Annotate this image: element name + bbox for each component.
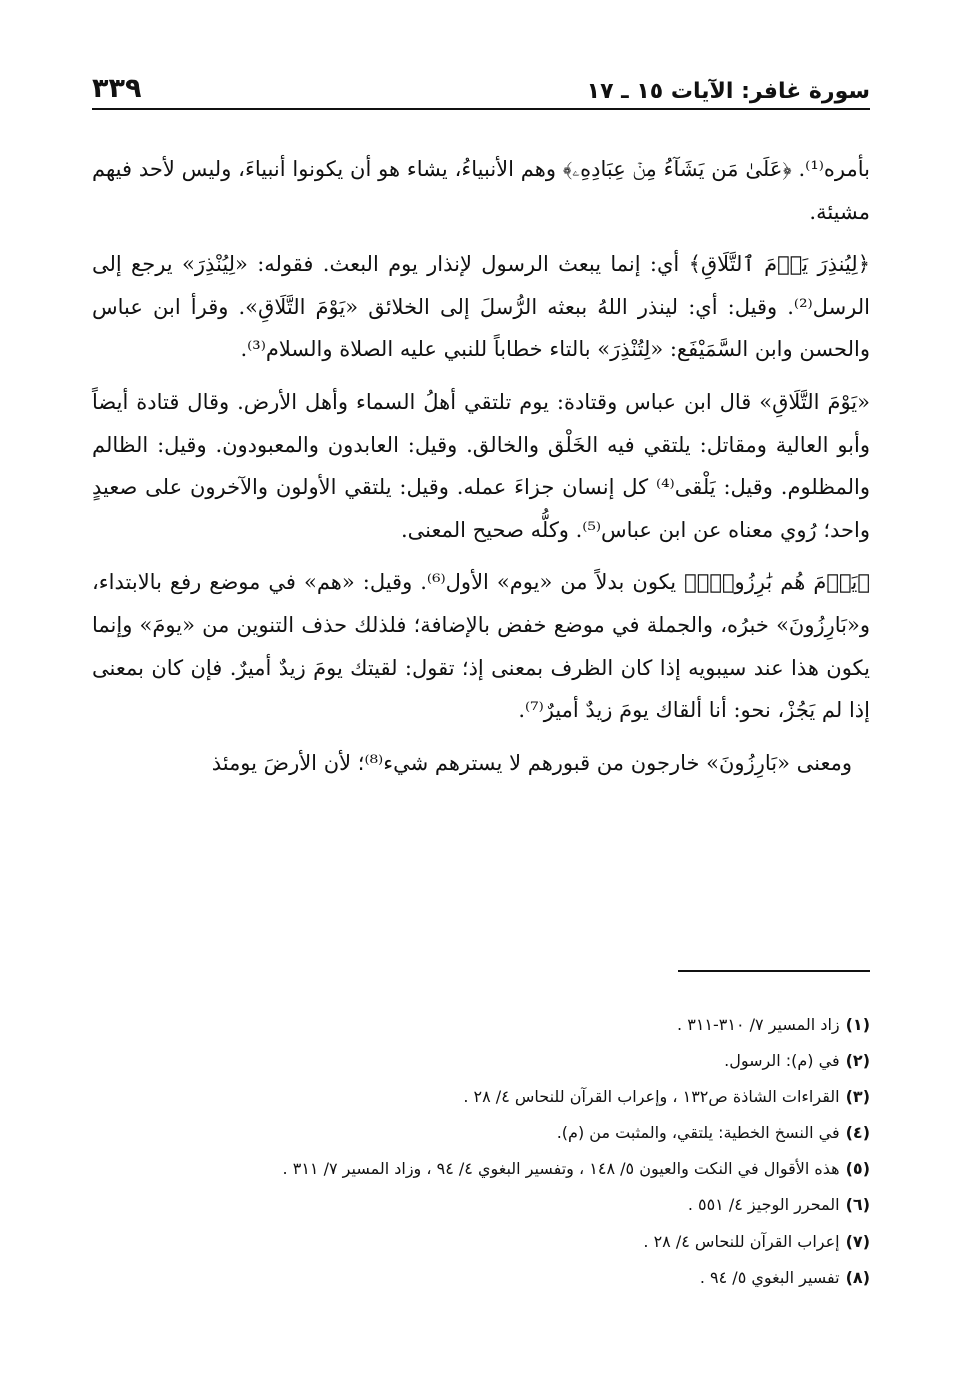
- paragraph-3: «يَوْمَ التَّلَاقِ» قال ابن عباس وقتادة: يوم تلتقي أهلُ السماء وأهل الأرض. وقال قتادة أيضاً وأبو العالية ومقاتل: يلتقي فيه الخَلْق والخالق. وقيل: العابدون والمعبودون. وقيل: الظالم والمظلوم. وقيل: يَلْقى⁽⁴⁾ كل إنسان جزاءَ عمله. وقيل: يلتقي الأولون والآخرون على صعيدٍ واحد؛ رُوي معناه عن ابن عباس⁽⁵⁾. وكلُّه صحيح المعنى.: [92, 389, 870, 542]
- footnote-2: [90, 1043, 870, 1079]
- footnotes: [90, 1007, 870, 1296]
- main-text: [92, 148, 870, 794]
- footnote-1: [90, 1007, 870, 1043]
- page-number: ٣٣٩: [92, 73, 142, 104]
- footnote-number: (١): [845, 1015, 870, 1034]
- footnote-separator: [678, 970, 870, 972]
- footnote-number: (٢): [845, 1051, 870, 1071]
- footnote-7: [90, 1224, 870, 1260]
- footnote-8: [90, 1260, 870, 1296]
- paragraph-1: بأمره⁽¹⁾. ﴿عَلَىٰ مَن يَشَآءُ مِنۡ عِبَادِهِۦ﴾ وهم الأنبياءُ، يشاء هو أن يكونوا أنبياءَ، وليس لأحد فيهم مشيئة.: [92, 157, 870, 224]
- surah-title: سورة غافر: الآيات ١٥ ـ ١٧: [586, 79, 870, 104]
- footnote-text: زاد المسير ٧/ ٣١٠-٣١١ .: [677, 1015, 840, 1034]
- footnote-number: (٧): [845, 1231, 870, 1251]
- footnote-number: (٤): [845, 1123, 870, 1143]
- footnote-3: [90, 1079, 870, 1115]
- paragraph-5: ومعنى «بَارِزُونَ» خارجون من قبورهم لا يسترهم شيء⁽⁸⁾؛ لأن الأرضَ يومئذ: [211, 750, 852, 775]
- footnote-number: (٦): [845, 1195, 870, 1215]
- running-header: [92, 62, 870, 110]
- footnote-5: [90, 1151, 870, 1187]
- footnote-text: إعراب القرآن للنحاس ٤/ ٢٨ .: [643, 1231, 840, 1251]
- footnote-text: هذه الأقوال في النكت والعيون ٥/ ١٤٨ ، وتفسير البغوي ٤/ ٩٤ ، وزاد المسير ٧/ ٣١١ .: [282, 1159, 840, 1179]
- footnote-6: [90, 1187, 870, 1223]
- paragraph-4: ﴿يَوۡمَ هُم بَٰرِزُونَۖ﴾ يكون بدلاً من «يوم» الأول⁽⁶⁾. وقيل: «هم» في موضع رفع بالابتداء، و«بَارِزُونَ» خبرُه، والجملة في موضع خفض بالإضافة؛ فلذلك حذف التنوين من «يومَ» وإنما يكون هذا عند سيبويه إذا كان الظرف بمعنى إذ؛ تقول: لقيتك يومَ زيدٌ أميرٌ. فإن كان بمعنى إذا لم يَجُزْ، نحو: أنا ألقاك يومَ زيدٌ أميرٌ⁽⁷⁾.: [92, 570, 870, 723]
- footnote-text: في النسخ الخطية: يلتقي، والمثبت من (م).: [556, 1123, 840, 1143]
- footnote-number: (٣): [845, 1087, 870, 1107]
- footnote-text: تفسير البغوي ٥/ ٩٤ .: [699, 1267, 840, 1287]
- footnote-text: المحرر الوجيز ٤/ ٥٥١ .: [687, 1195, 840, 1215]
- footnote-number: (٥): [845, 1159, 870, 1179]
- footnote-4: [90, 1115, 870, 1151]
- footnote-text: في (م): الرسول.: [724, 1051, 840, 1071]
- paragraph-2: ﴿لِيُنذِرَ يَوۡمَ ٱلتَّلَاقِ﴾ أي: إنما يبعث الرسول لإنذار يوم البعث. فقوله: «لِيُنْذِرَ» يرجع إلى الرسل⁽²⁾. وقيل: أي: لينذر اللهُ ببعثه الرُّسلَ إلى الخلائق «يَوْمَ التَّلَاقِ». وقرأ ابن عباس والحسن وابن السَّمَيْفَع: «لِتُنْذِرَ» بالتاء خطاباً للنبي عليه الصلاة والسلام⁽³⁾.: [92, 252, 870, 362]
- footnote-text: القراءات الشاذة ص١٣٢ ، وإعراب القرآن للنحاس ٤/ ٢٨ .: [463, 1087, 840, 1107]
- footnote-number: (٨): [845, 1267, 870, 1287]
